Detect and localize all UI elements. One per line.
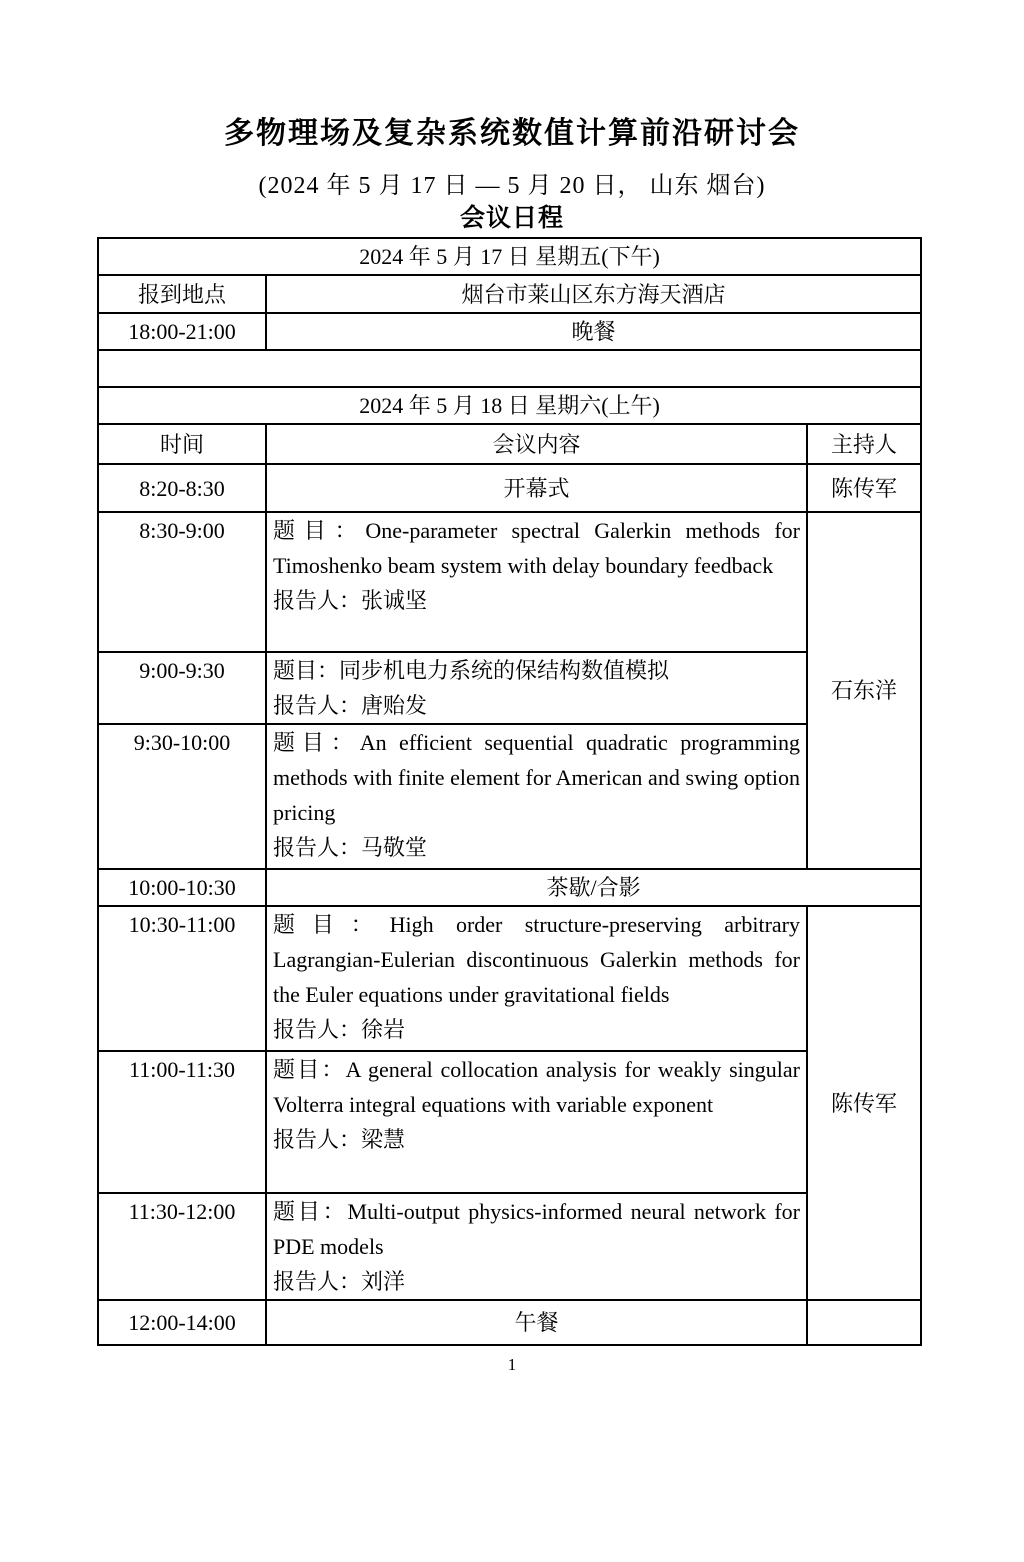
talk-time: 11:00-11:30 — [98, 1051, 266, 1193]
talk-title: 题目：One-parameter spectral Galerkin methods for Timoshenko beam system with delay boundary feedback — [273, 518, 800, 578]
talk-time: 11:30-12:00 — [98, 1193, 266, 1300]
columns-header-row — [98, 424, 921, 464]
spacer-row — [98, 350, 921, 387]
talk-speaker: 报告人：张诚坚 — [273, 588, 428, 613]
talk-time: 8:30-9:00 — [98, 512, 266, 652]
opening-chair: 陈传军 — [807, 464, 921, 512]
lunch-row — [98, 1300, 921, 1345]
page-title: 多物理场及复杂系统数值计算前沿研讨会 — [224, 117, 800, 150]
talk-speaker: 报告人：徐岩 — [273, 1017, 406, 1042]
talk-speaker: 报告人：梁慧 — [273, 1127, 406, 1152]
day1-header: 2024 年 5 月 17 日 星期五(下午) — [98, 238, 921, 275]
day2-header: 2024 年 5 月 18 日 星期六(上午) — [98, 387, 921, 424]
talk-cell — [266, 1051, 807, 1193]
talk-cell — [266, 906, 807, 1051]
break-label: 茶歇/合影 — [266, 869, 921, 906]
dinner-row — [98, 313, 921, 350]
lunch-chair-empty — [807, 1300, 921, 1345]
talk-cell — [266, 1193, 807, 1300]
page-subtitle: (2024 年 5 月 17 日 — 5 月 20 日， 山东 烟台) — [258, 173, 766, 199]
talk-row — [98, 652, 921, 724]
break-row — [98, 869, 921, 906]
col-header-time: 时间 — [98, 424, 266, 464]
talk-row — [98, 906, 921, 1051]
break-time: 10:00-10:30 — [98, 869, 266, 906]
talk-time: 9:00-9:30 — [98, 652, 266, 724]
talk-time: 10:30-11:00 — [98, 906, 266, 1051]
registration-label: 报到地点 — [98, 275, 266, 313]
day2-header-row — [98, 387, 921, 424]
talk-title: 题目：Multi-output physics-informed neural network for PDE models — [273, 1199, 800, 1259]
opening-row — [98, 464, 921, 512]
col-header-chair: 主持人 — [807, 424, 921, 464]
talk-title: 题目：A general collocation analysis for weakly singular Volterra integral equations with variable exponent — [273, 1057, 800, 1117]
talk-title: 题目：High order structure-preserving arbitrary Lagrangian-Eulerian discontinuous Galerkin methods for the Euler equations under gravitational fields — [273, 912, 800, 1007]
day1-header-row — [98, 238, 921, 275]
talk-speaker: 报告人：马敬堂 — [273, 835, 428, 860]
dinner-time: 18:00-21:00 — [98, 313, 266, 350]
talk-speaker: 报告人：刘洋 — [273, 1269, 406, 1294]
talk-cell — [266, 512, 807, 652]
talk-title: 题目：同步机电力系统的保结构数值模拟 — [273, 658, 670, 683]
talk-row — [98, 512, 921, 652]
talk-row — [98, 1051, 921, 1193]
lunch-time: 12:00-14:00 — [98, 1300, 266, 1345]
talk-row — [98, 1193, 921, 1300]
block2-chair: 陈传军 — [807, 906, 921, 1300]
talk-title: 题目：An efficient sequential quadratic programming methods with finite element for American and swing option pricing — [273, 730, 800, 825]
talk-cell — [266, 724, 807, 869]
block1-chair: 石东洋 — [807, 512, 921, 869]
talk-time: 9:30-10:00 — [98, 724, 266, 869]
opening-content: 开幕式 — [266, 464, 807, 512]
talk-cell — [266, 652, 807, 724]
page-number: 1 — [507, 1355, 517, 1374]
registration-row — [98, 275, 921, 313]
opening-time: 8:20-8:30 — [98, 464, 266, 512]
registration-venue: 烟台市莱山区东方海天酒店 — [266, 275, 921, 313]
dinner-label: 晚餐 — [266, 313, 921, 350]
document-page — [0, 114, 1024, 1376]
talk-speaker: 报告人：唐贻发 — [273, 693, 428, 718]
lunch-label: 午餐 — [266, 1300, 807, 1345]
schedule-heading: 会议日程 — [459, 204, 564, 232]
talk-row — [98, 724, 921, 869]
schedule-table — [97, 237, 922, 1346]
col-header-content: 会议内容 — [266, 424, 807, 464]
spacer-cell — [98, 350, 921, 387]
